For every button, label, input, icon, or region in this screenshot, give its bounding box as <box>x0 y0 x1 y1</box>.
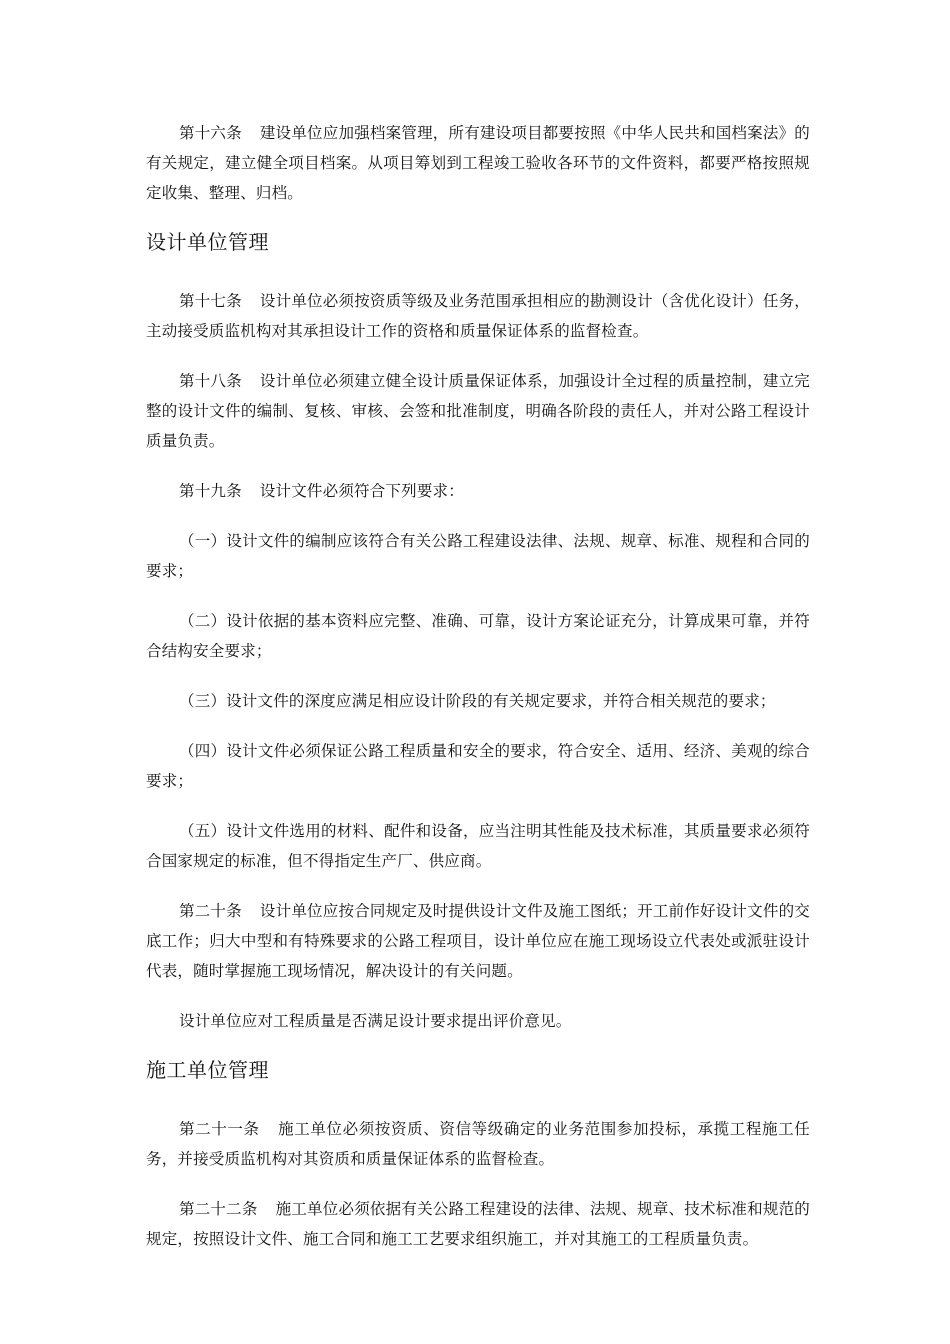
design-evaluation-paragraph: 设计单位应对工程质量是否满足设计要求提出评价意见。 <box>179 1012 572 1030</box>
article-text: 施工单位必须依据有关公路工程建设的法律、法规、规章、技术标准和规范的规定，按照设计文件、施工合同和施工工艺要求组织施工，并对其施工的工程质量负责。 <box>146 1200 810 1248</box>
document-page <box>146 118 810 1274</box>
section-heading-construction: 施工单位管理 <box>146 1058 269 1082</box>
requirement-item-4: （四）设计文件必须保证公路工程质量和安全的要求，符合安全、适用、经济、美观的综合要求； <box>146 742 810 790</box>
article-label: 第二十条 <box>179 902 242 920</box>
article-label: 第十六条 <box>179 124 242 142</box>
requirement-item-5: （五）设计文件选用的材料、配件和设备，应当注明其性能及技术标准，其质量要求必须符合国家规定的标准，但不得指定生产厂、供应商。 <box>146 822 810 870</box>
section-heading-design: 设计单位管理 <box>146 230 269 254</box>
requirement-item-1: （一）设计文件的编制应该符合有关公路工程建设法律、法规、规章、标准、规程和合同的要求； <box>146 532 810 580</box>
article-text: 设计单位应按合同规定及时提供设计文件及施工图纸；开工前作好设计文件的交底工作；归大中型和有特殊要求的公路工程项目，设计单位应在施工现场设立代表处或派驻设计代表，随时掌握施工现场情况，解决设计的有关问题。 <box>146 902 810 980</box>
article-label: 第十八条 <box>179 372 242 390</box>
requirement-item-3: （三）设计文件的深度应满足相应设计阶段的有关规定要求，并符合相关规范的要求； <box>179 692 776 710</box>
requirement-item-2: （二）设计依据的基本资料应完整、准确、可靠，设计方案论证充分，计算成果可靠，并符合结构安全要求； <box>146 612 810 660</box>
article-17 <box>146 286 810 346</box>
article-label: 第十七条 <box>179 292 242 310</box>
article-label: 第二十二条 <box>179 1200 258 1218</box>
article-text: 设计单位必须建立健全设计质量保证体系，加强设计全过程的质量控制，建立完整的设计文件的编制、复核、审核、会签和批准制度，明确各阶段的责任人，并对公路工程设计质量负责。 <box>146 372 810 450</box>
article-16 <box>146 118 810 208</box>
article-text: 设计单位必须按资质等级及业务范围承担相应的勘测设计（含优化设计）任务，主动接受质监机构对其承担设计工作的资格和质量保证体系的监督检查。 <box>146 292 810 340</box>
article-text: 设计文件必须符合下列要求： <box>259 482 464 500</box>
article-18 <box>146 366 810 456</box>
article-label: 第二十一条 <box>179 1120 260 1138</box>
article-label: 第十九条 <box>179 482 242 500</box>
article-text: 施工单位必须按资质、资信等级确定的业务范围参加投标，承揽工程施工任务，并接受质监机构对其资质和质量保证体系的监督检查。 <box>146 1120 810 1168</box>
article-21 <box>146 1114 810 1174</box>
article-19 <box>146 476 810 506</box>
article-22 <box>146 1194 810 1254</box>
article-20 <box>146 896 810 986</box>
article-text: 建设单位应加强档案管理，所有建设项目都要按照《中华人民共和国档案法》的有关规定，建立健全项目档案。从项目筹划到工程竣工验收各环节的文件资料，都要严格按照规定收集、整理、归档。 <box>146 124 810 202</box>
